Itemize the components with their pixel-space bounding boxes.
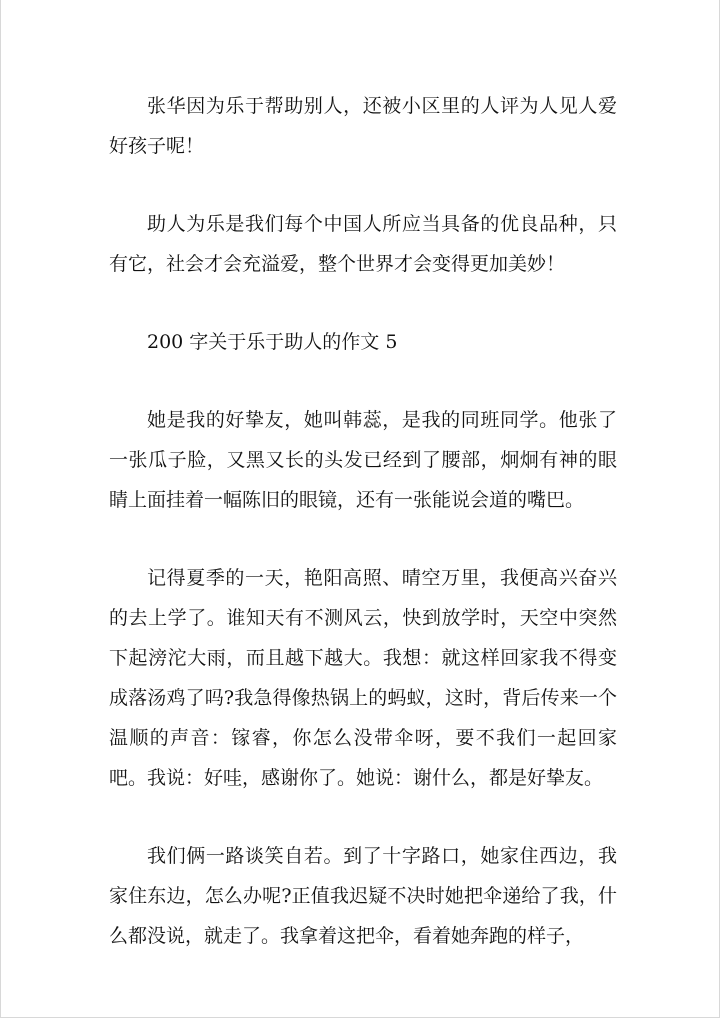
paragraph: 助人为乐是我们每个中国人所应当具备的优良品种，只有它，社会才会充溢爱，整个世界才会变得更加美妙！: [109, 213, 617, 275]
paragraph: 我们俩一路谈笑自若。到了十字路口，她家住西边，我家住东边，怎么办呢?正值我迟疑不决时她把伞递给了我，什么都没说，就走了。我拿着这把伞，看着她奔跑的样子，: [109, 845, 617, 947]
document-body: [109, 86, 617, 994]
section-heading: 200 字关于乐于助人的作文 5: [147, 331, 398, 353]
paragraph: 她是我的好挚友，她叫韩蕊，是我的同班同学。他张了一张瓜子脸，又黑又长的头发已经到了腰部，炯炯有神的眼睛上面挂着一幅陈旧的眼镜，还有一张能说会道的嘴巴。: [109, 409, 617, 511]
paragraph: 张华因为乐于帮助别人，还被小区里的人评为人见人爱好孩子呢！: [109, 95, 617, 157]
paragraph: 记得夏季的一天，艳阳高照、晴空万里，我便高兴奋兴的去上学了。谁知天有不测风云，快到放学时，天空中突然下起滂沱大雨，而且越下越大。我想：就这样回家我不得变成落汤鸡了吗?我急得像热锅上的蚂蚁，这时，背后传来一个温顺的声音：镓睿，你怎么没带伞呀，要不我们一起回家吧。我说：好哇，感谢你了。她说：谢什么，都是好挚友。: [109, 567, 617, 789]
